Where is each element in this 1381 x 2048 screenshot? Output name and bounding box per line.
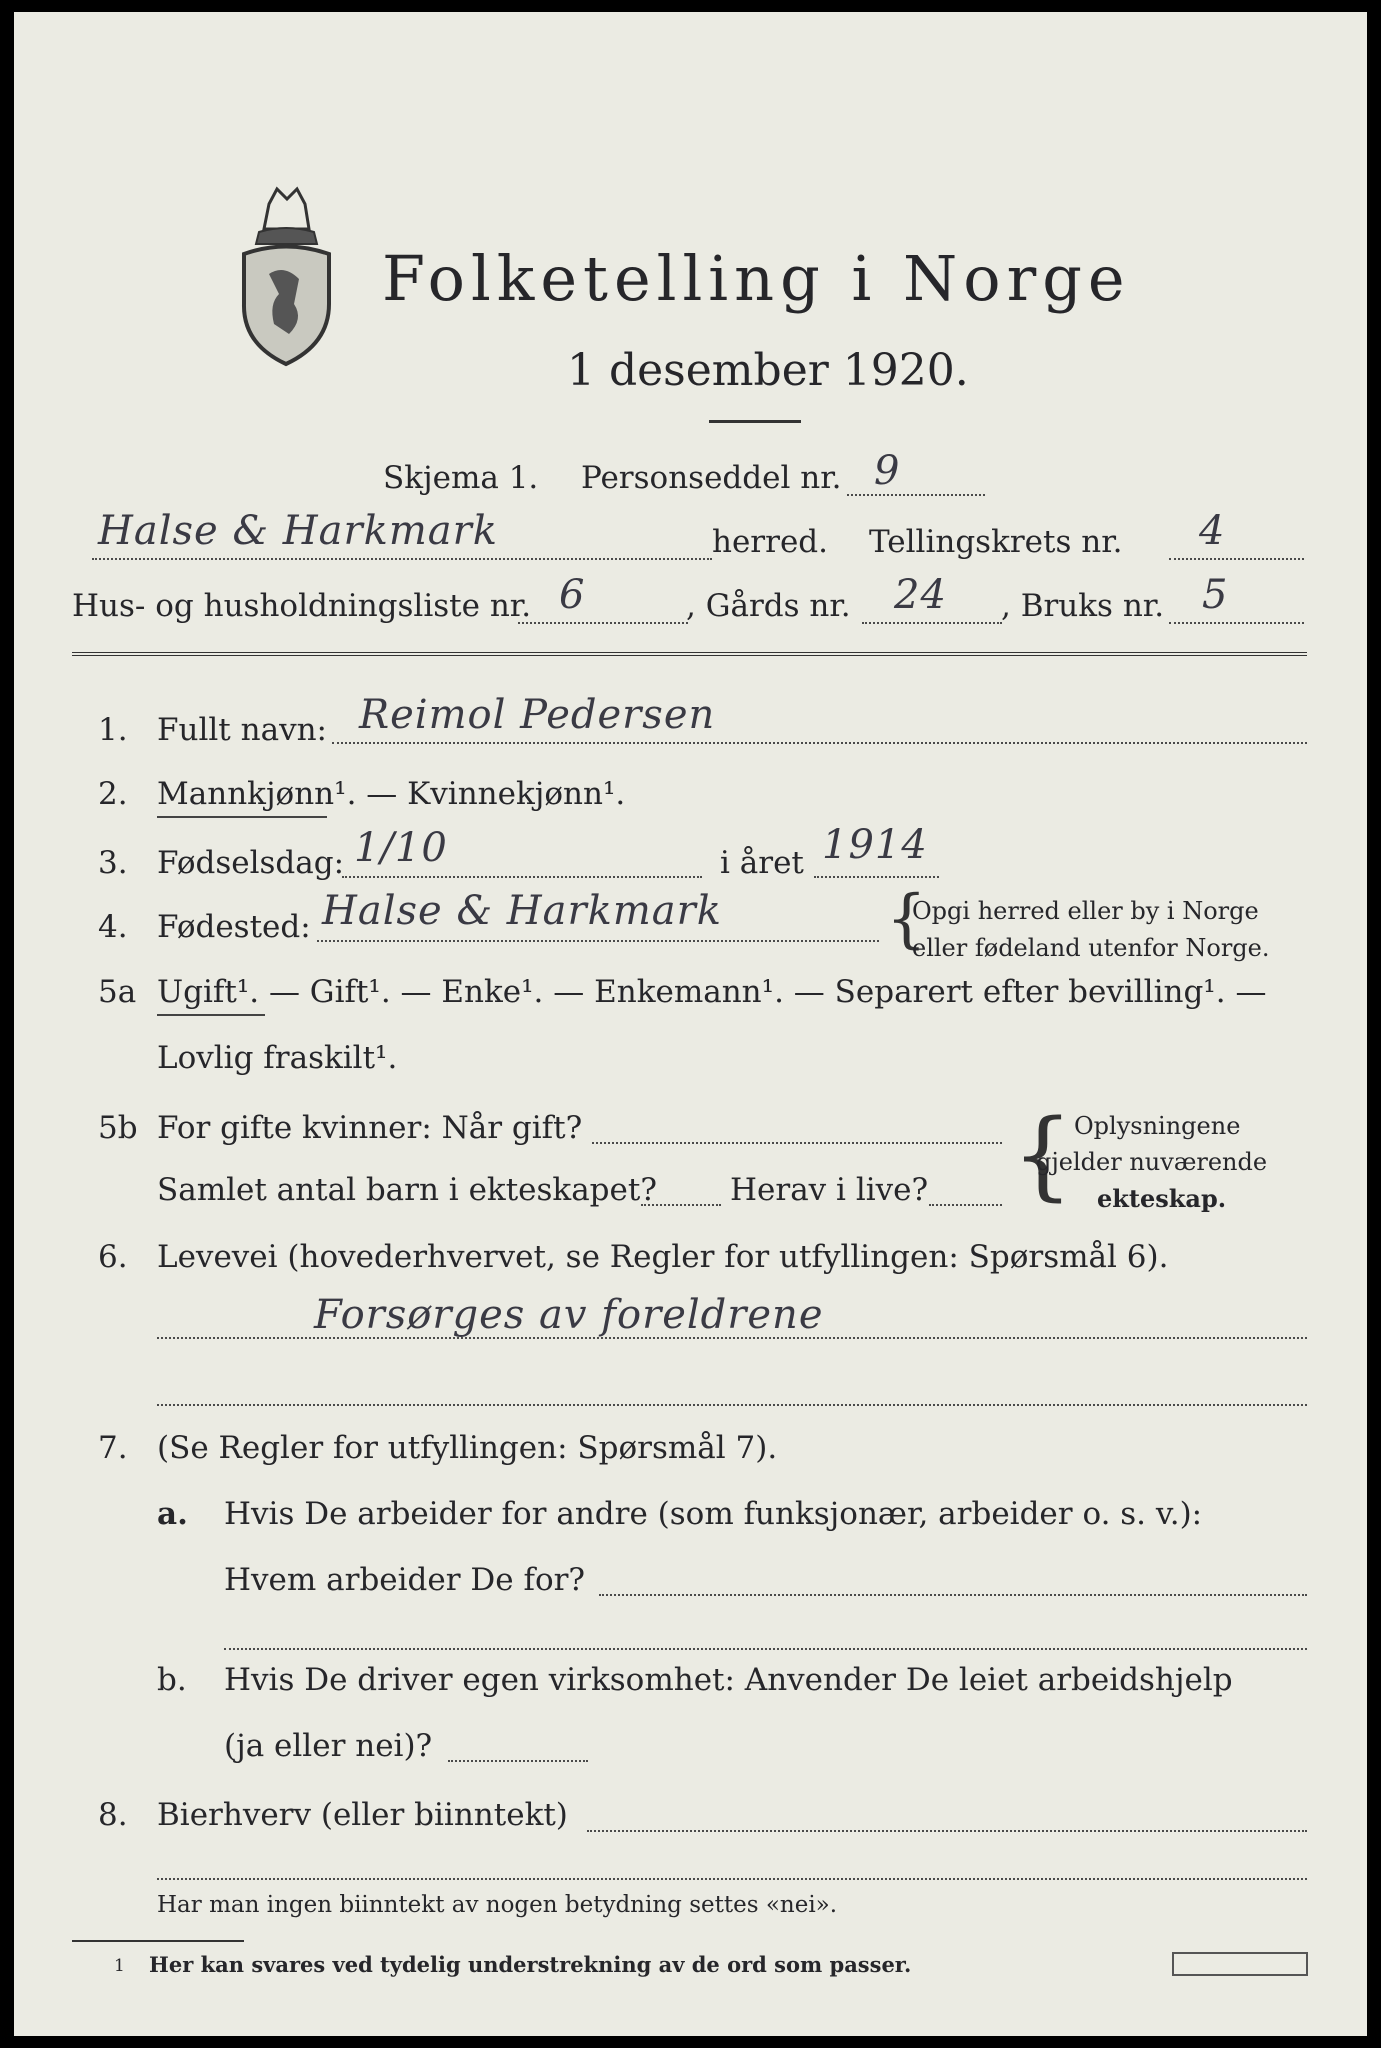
q5b-alive-line	[929, 1204, 1002, 1206]
q1-line	[332, 742, 1307, 744]
herred-line	[92, 558, 712, 560]
census-date: 1 desember 1920.	[567, 345, 969, 396]
q5b-brace: {	[1012, 1099, 1074, 1211]
biinntekt-note: Har man ingen biinntekt av nogen betydning settes «nei».	[157, 1892, 838, 1918]
gaards-line	[862, 622, 1002, 624]
husliste-line	[518, 622, 688, 624]
q6-number: 6.	[98, 1239, 128, 1275]
q7-text: (Se Regler for utfyllingen: Spørsmål 7).	[157, 1430, 778, 1466]
husliste-value: 6	[559, 572, 586, 618]
personseddel-value: 9	[874, 448, 901, 494]
husliste-label: Hus- og husholdningsliste nr.	[72, 588, 532, 624]
q1-label: Fullt navn:	[157, 712, 327, 748]
tellingskrets-line	[1169, 558, 1304, 560]
q5b-note-line3: ekteskap.	[1097, 1184, 1227, 1213]
q5b-children-line	[641, 1204, 721, 1206]
header-divider	[72, 652, 1307, 658]
q5a-line1: Ugift¹. — Gift¹. — Enke¹. — Enkemann¹. — Separert efter bevilling¹. —	[157, 974, 1267, 1010]
q4-value: Halse & Harkmark	[322, 888, 722, 934]
q3-year-value: 1914	[822, 822, 928, 868]
coat-of-arms-icon	[229, 184, 344, 369]
footnote-text: Her kan svares ved tydelig understrekning av de ord som passer.	[149, 1952, 912, 1977]
gaards-value: 24	[894, 572, 947, 618]
printer-stamp	[1172, 1952, 1308, 1976]
q2-underline	[157, 816, 327, 818]
q3-year-label: i året	[720, 845, 804, 881]
personseddel-line	[847, 494, 985, 496]
q1-number: 1.	[98, 712, 128, 748]
q7a-line2: Hvem arbeider De for?	[224, 1562, 586, 1598]
q6-line1	[157, 1337, 1307, 1339]
q1-value: Reimol Pedersen	[359, 692, 716, 738]
q5a-line2: Lovlig fraskilt¹.	[157, 1040, 398, 1076]
title-divider	[709, 420, 801, 423]
q3-line	[342, 876, 702, 878]
herred-value: Halse & Harkmark	[98, 508, 498, 554]
q5b-note-line1: Oplysningene	[1074, 1112, 1241, 1140]
q5b-children-label: Samlet antal barn i ekteskapet?	[157, 1172, 657, 1208]
bruks-line	[1169, 622, 1304, 624]
q7b-letter: b.	[157, 1662, 187, 1698]
q3-value: 1/10	[354, 825, 448, 871]
q5a-underline	[157, 1014, 265, 1016]
footnote-rule	[72, 1940, 244, 1942]
herred-label: herred.	[712, 524, 828, 560]
q7-number: 7.	[98, 1430, 128, 1466]
q4-brace: {	[886, 882, 927, 956]
schema-label: Skjema 1.	[383, 460, 539, 496]
q6-text: Levevei (hovederhvervet, se Regler for utfyllingen: Spørsmål 6).	[157, 1239, 1169, 1275]
q2-number: 2.	[98, 776, 128, 812]
tellingskrets-label: Tellingskrets nr.	[869, 524, 1123, 560]
q3-year-line	[814, 876, 939, 878]
form-title: Folketelling i Norge	[382, 242, 1131, 315]
q5b-note-line2: gjelder nuværende	[1036, 1148, 1268, 1176]
q3-number: 3.	[98, 845, 128, 881]
q5a-number: 5a	[98, 974, 137, 1010]
q7b-line2: (ja eller nei)?	[224, 1728, 433, 1764]
q2-text: Mannkjønn¹. — Kvinnekjønn¹.	[157, 776, 626, 812]
q3-label: Fødselsdag:	[157, 845, 345, 881]
q5b-married-line	[592, 1142, 1002, 1144]
gaards-label: , Gårds nr.	[686, 588, 851, 624]
personseddel-label: Personseddel nr.	[581, 460, 842, 496]
q8-text: Bierhverv (eller biinntekt)	[157, 1797, 568, 1833]
q8-line1	[587, 1830, 1307, 1832]
q4-note-line1: Opgi herred eller by i Norge	[912, 897, 1259, 925]
bruks-value: 5	[1202, 572, 1229, 618]
q4-label: Fødested:	[157, 909, 311, 945]
q5b-alive-label: Herav i live?	[730, 1172, 929, 1208]
q4-number: 4.	[98, 909, 128, 945]
q5b-number: 5b	[98, 1110, 138, 1146]
footnote-number: 1	[114, 1956, 125, 1976]
q7b-line	[448, 1760, 588, 1762]
q4-line	[317, 940, 879, 942]
q7a-line-extra	[224, 1648, 1307, 1650]
q8-line2	[157, 1878, 1307, 1880]
q7a-line	[599, 1594, 1307, 1596]
q7a-letter: a.	[157, 1496, 188, 1532]
census-form	[14, 12, 1367, 2036]
q6-line2	[157, 1404, 1307, 1406]
q4-note-line2: eller fødeland utenfor Norge.	[912, 934, 1270, 962]
q7b-line1: Hvis De driver egen virksomhet: Anvender De leiet arbeidshjelp	[224, 1662, 1233, 1698]
q6-value: Forsørges av foreldrene	[314, 1292, 824, 1338]
q5b-line1: For gifte kvinner: Når gift?	[157, 1110, 583, 1146]
q7a-line1: Hvis De arbeider for andre (som funksjonær, arbeider o. s. v.):	[224, 1496, 1203, 1532]
bruks-label: , Bruks nr.	[1001, 588, 1165, 624]
tellingskrets-value: 4	[1199, 508, 1226, 554]
q8-number: 8.	[98, 1797, 128, 1833]
